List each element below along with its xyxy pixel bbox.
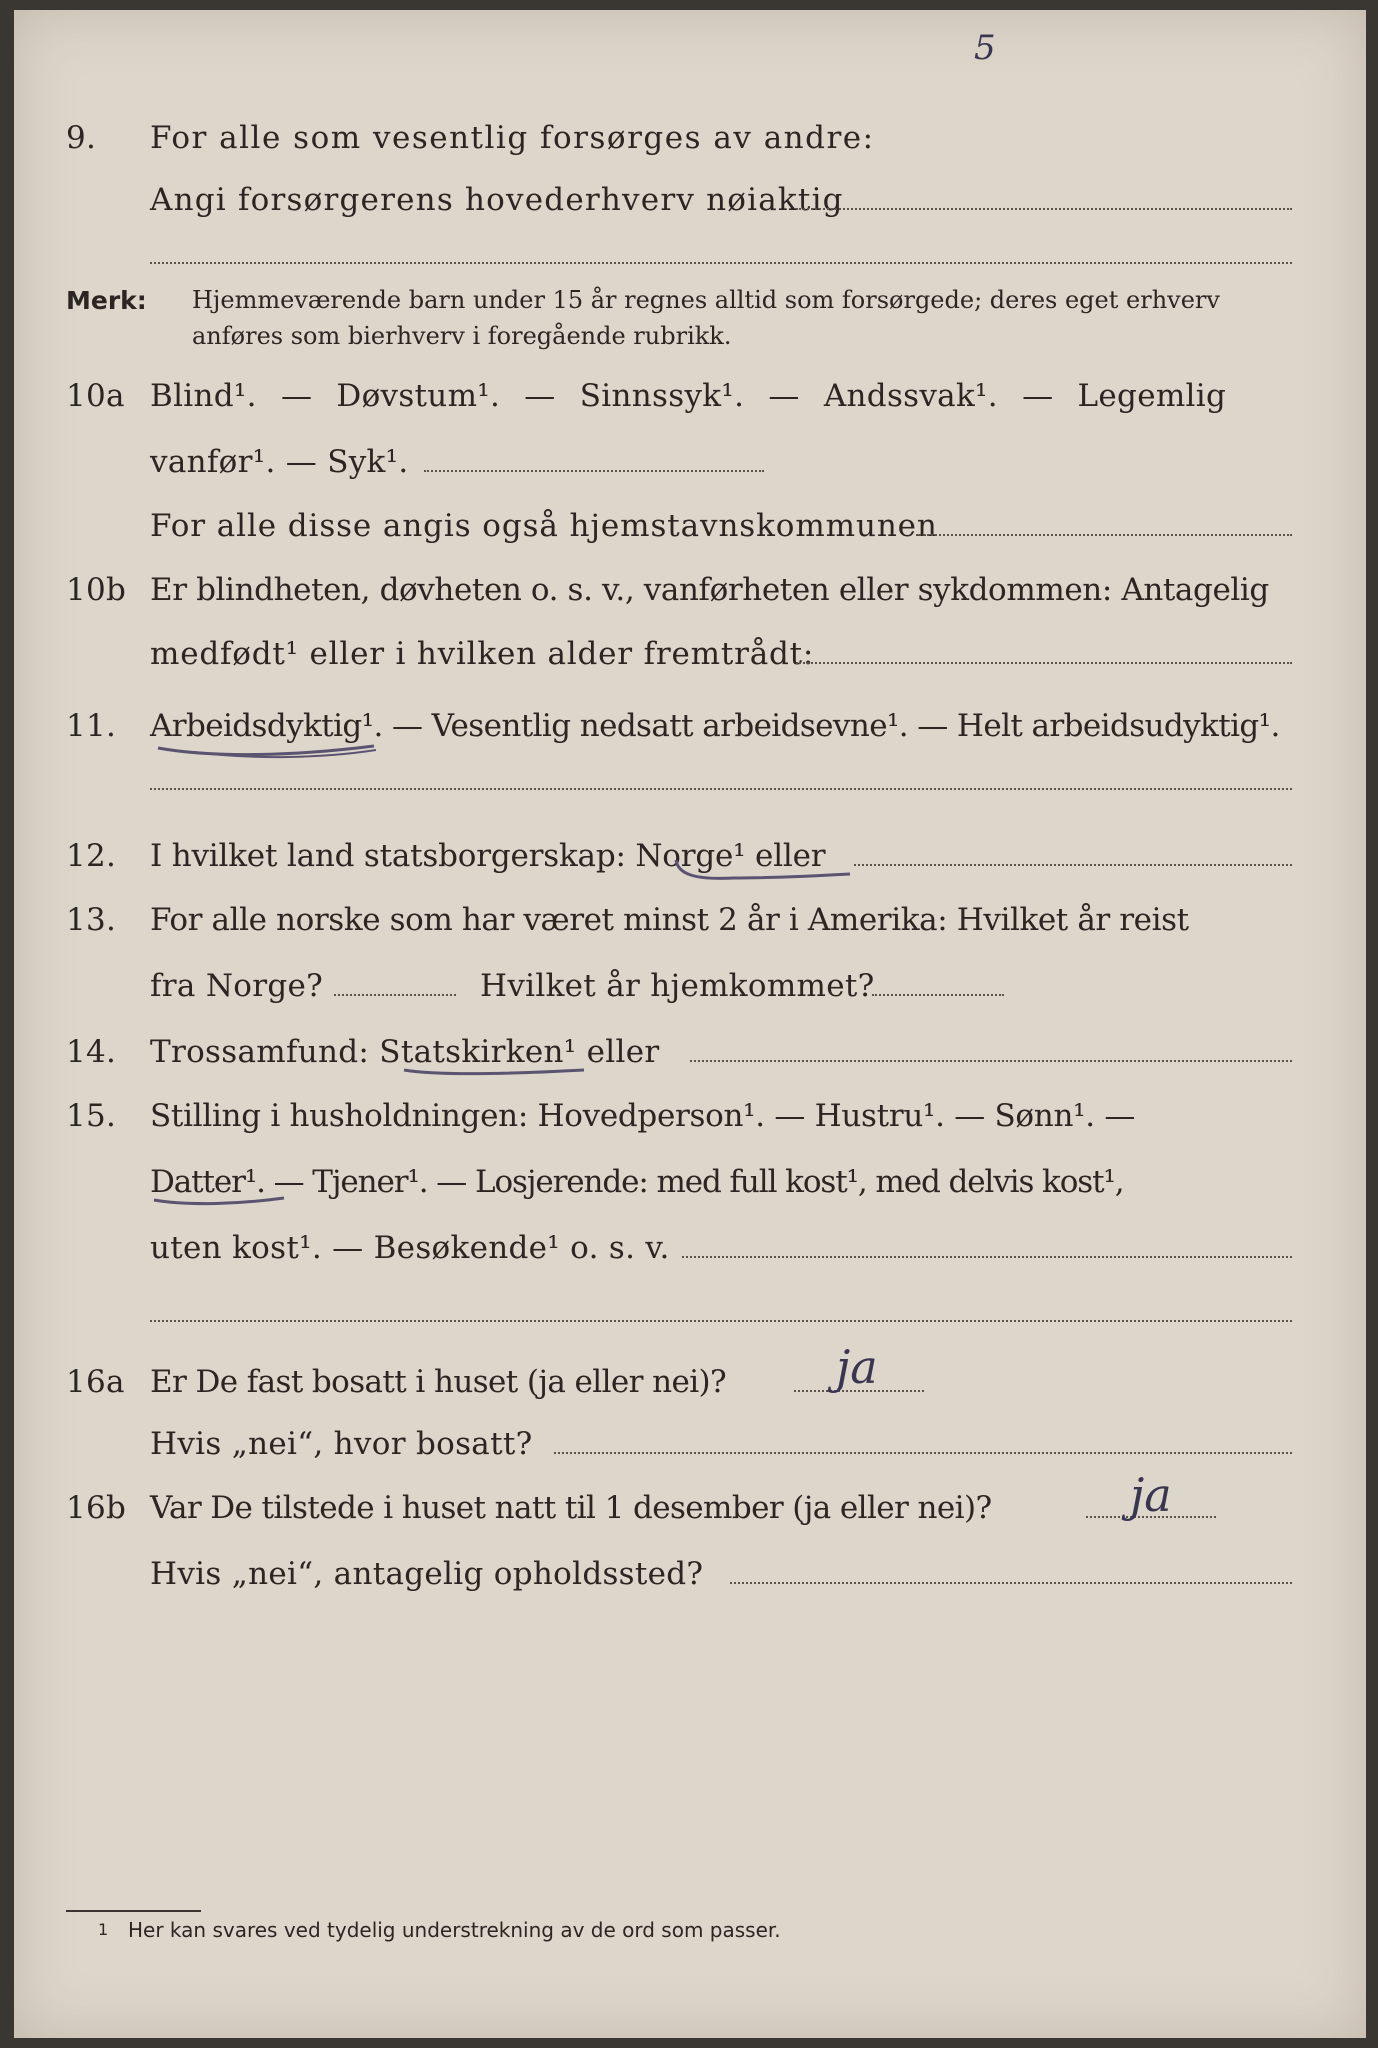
question-text: medfødt¹ eller i hvilken alder fremtrådt: [150,636,815,672]
answer-line[interactable] [554,1452,1292,1454]
question-text: uten kost¹. — Besøkende¹ o. s. v. [150,1230,670,1266]
answer-line[interactable] [682,1256,1292,1258]
question-text: fra Norge? [150,968,324,1004]
question-text: Datter¹. — Tjener¹. — Losjerende: med full kost¹, med delvis kost¹, [150,1164,1124,1200]
question-number: 9. [66,120,97,156]
note-label: Merk: [66,286,147,315]
question-text: Trossamfund: Statskirken¹ eller [150,1034,660,1070]
question-number: 10a [66,378,125,414]
handwritten-answer: ja [1130,1468,1172,1522]
answer-line[interactable] [424,470,764,472]
answer-line[interactable] [150,1320,1292,1322]
note-text: anføres som bierhverv i foregående rubrikk. [192,322,732,350]
answer-line[interactable] [334,994,456,996]
question-number: 13. [66,902,117,938]
handwritten-underline [674,856,854,886]
census-form-page [14,10,1366,2038]
question-number: 14. [66,1034,117,1070]
handwritten-answer: ja [836,1340,878,1394]
answer-line[interactable] [150,262,1292,264]
question-number: 16a [66,1364,125,1400]
footnote-marker: 1 [98,1920,109,1939]
footnote-rule [66,1910,201,1912]
question-text: Stilling i husholdningen: Hovedperson¹. — Hustru¹. — Sønn¹. — [150,1098,1136,1134]
answer-line[interactable] [730,1582,1292,1584]
question-text: I hvilket land statsborgerskap: Norge¹ eller [150,838,826,874]
note-text: Hjemmeværende barn under 15 år regnes alltid som forsørgede; deres eget erhverv [192,286,1220,314]
question-number: 12. [66,838,117,874]
question-text: For alle norske som har været minst 2 år i Amerika: Hvilket år reist [150,902,1189,938]
answer-line[interactable] [916,534,1292,536]
question-text: vanfør¹. — Syk¹. [150,444,409,480]
question-text: Arbeidsdyktig¹. — Vesentlig nedsatt arbeidsevne¹. — Helt arbeidsudyktig¹. [150,708,1280,744]
footnote-text: Her kan svares ved tydelig understrekning av de ord som passer. [128,1918,781,1942]
answer-line[interactable] [872,994,1004,996]
question-text: Er blindheten, døvheten o. s. v., vanførheten eller sykdommen: Antagelig [150,572,1269,608]
question-text: Hvis „nei“, antagelig opholdssted? [150,1556,704,1592]
handwritten-underline [150,1190,290,1214]
question-number: 10b [66,572,127,608]
answer-line[interactable] [796,662,1292,664]
question-text: Angi forsørgerens hovederhverv nøiaktig [150,182,844,218]
question-text: Var De tilstede i huset natt til 1 desember (ja eller nei)? [150,1490,992,1526]
answer-line[interactable] [150,788,1292,790]
question-text: For alle som vesentlig forsørges av andre: [150,120,875,156]
answer-line[interactable] [796,208,1292,210]
question-number: 11. [66,708,117,744]
question-text: For alle disse angis også hjemstavnskommunen [150,508,938,544]
question-number: 15. [66,1098,117,1134]
handwritten-underline [154,732,384,762]
question-text: Hvis „nei“, hvor bosatt? [150,1426,533,1462]
question-text: Er De fast bosatt i huset (ja eller nei)? [150,1364,727,1400]
corner-page-mark: 5 [974,28,996,68]
question-text: Hvilket år hjemkommet? [480,968,875,1004]
answer-line[interactable] [690,1060,1292,1062]
handwritten-underline [400,1058,590,1082]
answer-line[interactable] [854,864,1292,866]
question-text: Blind¹. — Døvstum¹. — Sinnssyk¹. — Andssvak¹. — Legemlig [150,378,1227,414]
question-number: 16b [66,1490,127,1526]
